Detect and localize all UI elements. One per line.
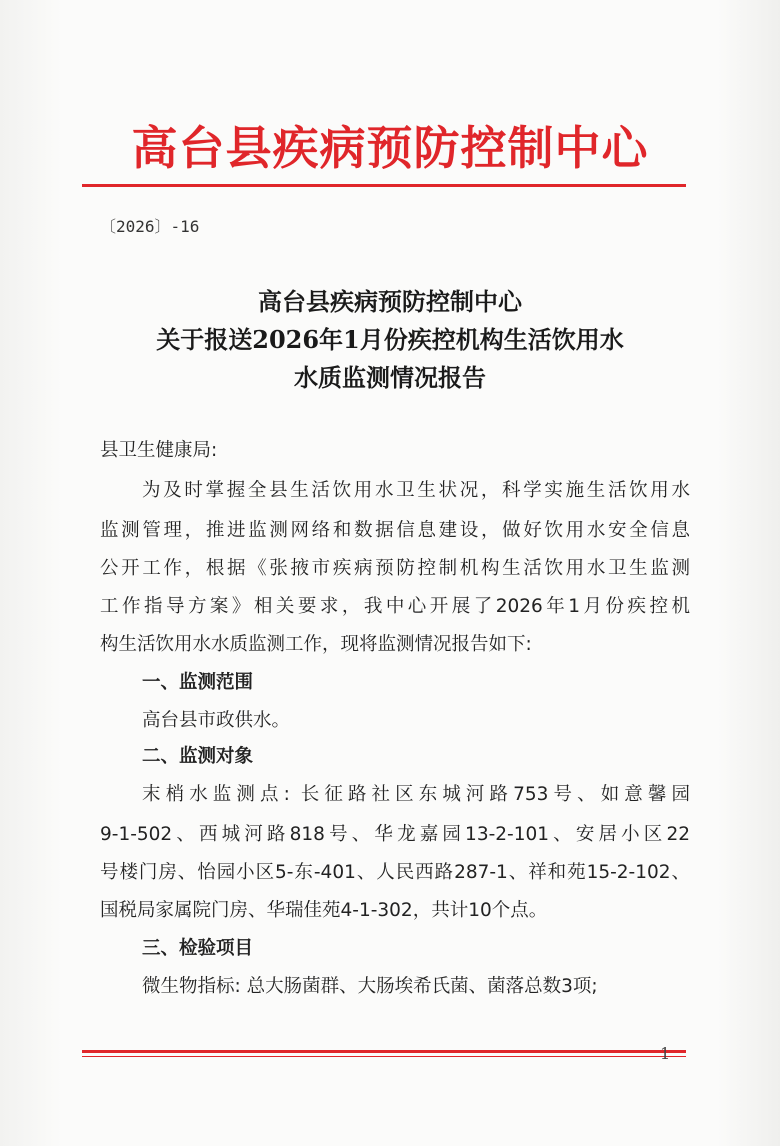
section-heading-scope: 一、监测范围 (142, 672, 254, 693)
paragraph-line: 公开工作，根据《张掖市疾病预防控制机构生活饮用水卫生监测 (100, 558, 690, 579)
footer-divider (82, 1050, 686, 1053)
document-number: 〔2026〕-16 (100, 217, 200, 236)
section-heading-items: 三、检验项目 (142, 938, 254, 959)
report-title-line-3: 水质监测情况报告 (294, 363, 486, 392)
section-text-scope: 高台县市政供水。 (142, 710, 291, 731)
footer-divider-thin (82, 1056, 686, 1057)
section-text-items: 微生物指标: 总大肠菌群、大肠埃希氏菌、菌落总数3项; (142, 976, 598, 997)
page-number: 1 (660, 1044, 671, 1063)
paragraph-line: 为及时掌握全县生活饮用水卫生状况，科学实施生活饮用水 (142, 480, 690, 501)
paragraph-line: 末梢水监测点: 长征路社区东城河路753号、如意馨园 (142, 784, 690, 805)
paragraph-line: 工作指导方案》相关要求，我中心开展了2026年1月份疾控机 (100, 596, 690, 617)
masthead-title: 高台县疾病预防控制中心 (131, 121, 649, 175)
masthead-divider (82, 184, 686, 187)
paragraph-line: 9-1-502、西城河路818号、华龙嘉园13-2-101、安居小区22 (100, 824, 690, 845)
report-title-line-2: 关于报送2026年1月份疾控机构生活饮用水 (156, 325, 624, 354)
paragraph-line: 国税局家属院门房、华瑞佳苑4-1-302，共计10个点。 (100, 900, 548, 921)
paragraph-line: 号楼门房、怡园小区5-东-401、人民西路287-1、祥和苑15-2-102、 (100, 862, 690, 883)
section-heading-targets: 二、监测对象 (142, 746, 254, 767)
addressee: 县卫生健康局: (100, 440, 218, 461)
paragraph-line: 构生活饮用水水质监测工作，现将监测情况报告如下: (100, 634, 532, 655)
paragraph-line: 监测管理，推进监测网络和数据信息建设，做好饮用水安全信息 (100, 520, 690, 541)
report-title-line-1: 高台县疾病预防控制中心 (258, 287, 522, 316)
